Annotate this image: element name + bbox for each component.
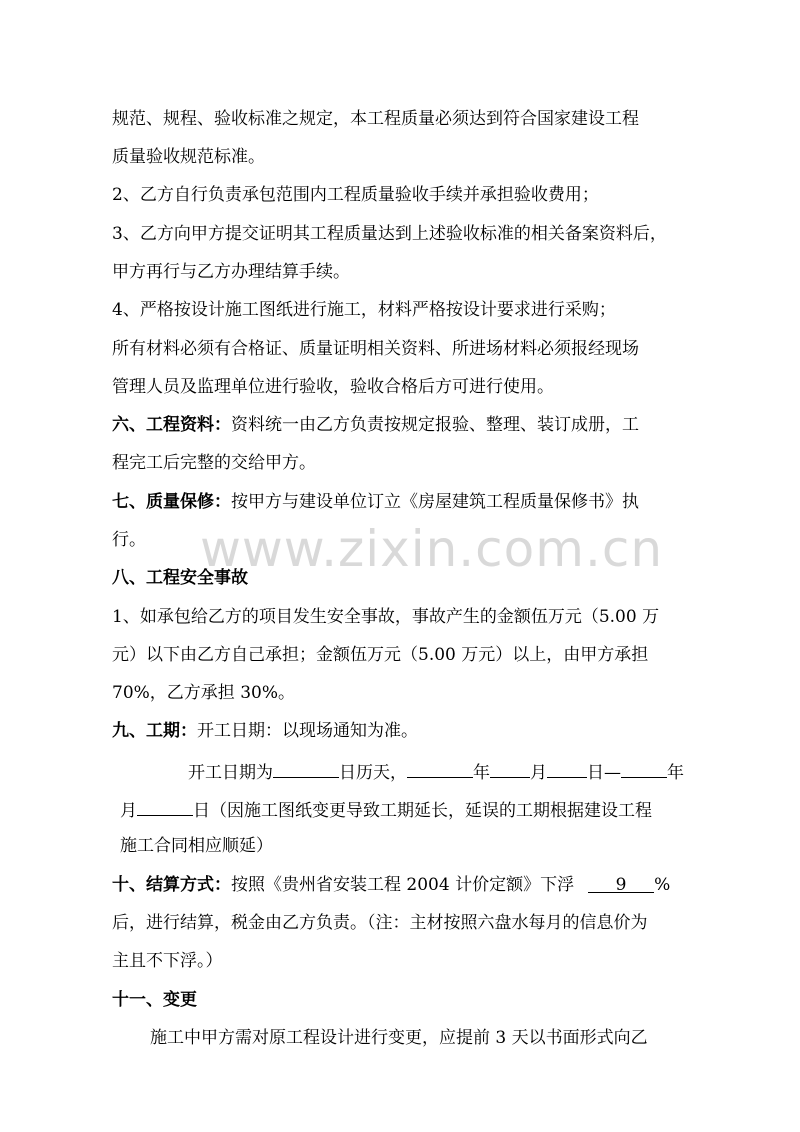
- section-heading: 十一、变更: [112, 990, 197, 1010]
- text-line: 后，进行结算，税金由乙方负责。（注：主材按照六盘水每月的信息价为: [112, 913, 648, 933]
- section-6: [112, 414, 639, 436]
- start-label: 开工日期为: [188, 763, 273, 783]
- section-7: [112, 491, 639, 513]
- section-9: [112, 720, 418, 742]
- text-line: 2、乙方自行负责承包范围内工程质量验收手续并承担验收费用；: [112, 185, 599, 205]
- year-blank[interactable]: [407, 759, 473, 778]
- text-line: 所有材料必须有合格证、质量证明相关资料、所进场材料必须报经现场: [112, 339, 639, 359]
- text-line: 施工中甲方需对原工程设计进行变更，应提前 3 天以书面形式向乙: [150, 1028, 648, 1048]
- text-line: 行。: [112, 530, 146, 550]
- section-heading: 七、质量保修：: [112, 492, 231, 512]
- section-heading: 八、工程安全事故: [112, 568, 248, 588]
- section-10: [112, 874, 670, 896]
- text-line: 4、严格按设计施工图纸进行施工，材料严格按设计要求进行采购；: [112, 300, 616, 320]
- text-line: 元）以下由乙方自己承担；金额伍万元（5.00 万元）以上，由甲方承担: [112, 645, 649, 665]
- end-day-blank[interactable]: [137, 797, 193, 816]
- schedule-line: [188, 759, 684, 784]
- day-label: 日—: [587, 763, 621, 783]
- text-line: 管理人员及监理单位进行验收，验收合格后方可进行使用。: [112, 377, 554, 397]
- schedule-note: 日（因施工图纸变更导致工期延长，延误的工期根据建设工程: [193, 801, 652, 821]
- section-heading: 九、工期：: [112, 721, 197, 741]
- section-heading: 六、工程资料：: [112, 415, 231, 435]
- section-body: 按照《贵州省安装工程 2004 计价定额》下浮: [231, 875, 575, 895]
- text-line: 程完工后完整的交给甲方。: [112, 453, 316, 473]
- text-line: 3、乙方向甲方提交证明其工程质量达到上述验收标准的相关备案资料后，: [112, 224, 667, 244]
- discount-value[interactable]: 9: [588, 874, 654, 893]
- text-line: 甲方再行与乙方办理结算手续。: [112, 262, 350, 282]
- text-line: 主且不下浮。）: [112, 951, 223, 971]
- end-year-blank[interactable]: [621, 759, 667, 778]
- end-year-label: 年: [667, 763, 684, 783]
- schedule-line: [120, 797, 652, 822]
- year-label: 年: [473, 763, 490, 783]
- watermark: www.zixin.com.cn: [200, 520, 664, 578]
- text-line: 质量验收规范标准。: [112, 147, 265, 167]
- end-month-label: 月: [120, 801, 137, 821]
- text-line: 施工合同相应顺延）: [120, 836, 273, 856]
- section-body: 开工日期：以现场通知为准。: [197, 721, 418, 741]
- month-blank[interactable]: [490, 759, 530, 778]
- text-line: 1、如承包给乙方的项目发生安全事故，事故产生的金额伍万元（5.00 万: [112, 607, 660, 627]
- month-label: 月: [530, 763, 547, 783]
- text-line: 70%，乙方承担 30%。: [112, 683, 295, 703]
- percent-sign: %: [654, 875, 671, 895]
- text-line: 规范、规程、验收标准之规定，本工程质量必须达到符合国家建设工程: [112, 109, 639, 129]
- section-body: 资料统一由乙方负责按规定报验、整理、装订成册，工: [231, 415, 639, 435]
- days-label: 日历天，: [339, 763, 407, 783]
- day-blank[interactable]: [547, 759, 587, 778]
- section-body: 按甲方与建设单位订立《房屋建筑工程质量保修书》执: [231, 492, 639, 512]
- days-blank[interactable]: [273, 759, 339, 778]
- section-heading: 十、结算方式：: [112, 875, 231, 895]
